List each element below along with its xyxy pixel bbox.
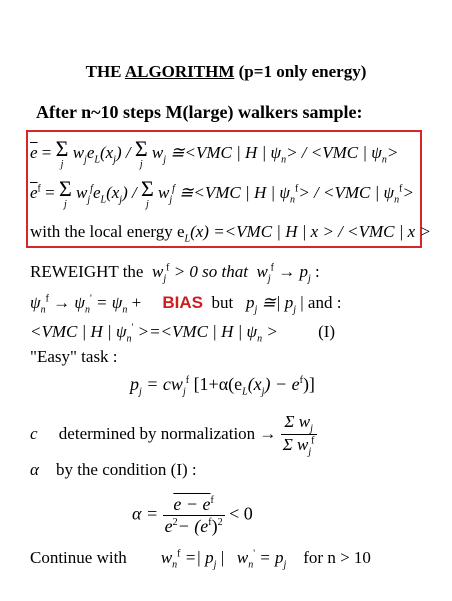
continue-cond: for n > 10: [303, 548, 371, 567]
reweight-lead: REWEIGHT the: [30, 262, 144, 281]
eq2-rhs: ≅<VMC | H | ψ: [179, 182, 290, 202]
continue-w2: w: [236, 548, 249, 567]
alpha-num: e − e: [173, 494, 211, 514]
eq1-lhs: $\overline{e}$: [30, 142, 38, 162]
condition-right: >: [266, 322, 278, 341]
eq2-lhs: $\overline{e}$: [30, 182, 38, 202]
eq2-equals: =: [45, 182, 55, 202]
continue-bar: |: [220, 548, 225, 567]
alpha-line: [30, 460, 197, 480]
bias-and: | and :: [300, 293, 342, 312]
bias-approx: ≅| p: [261, 293, 294, 312]
alpha-symbol: α: [30, 460, 39, 479]
eq1-sum-2: Σ j: [134, 136, 148, 170]
eq2-sum-2: Σ j: [140, 176, 154, 210]
alpha-den-tail: − (e: [177, 516, 209, 536]
alpha-formula: [132, 494, 253, 537]
psi-symbol: ψ: [30, 293, 41, 312]
eq1-rhs: ≅<VMC | H | ψ: [170, 142, 282, 162]
title-underlined: ALGORITHM: [124, 62, 235, 81]
pj-formula: $p_j = cw_j^f$ $[1+\alpha(e_L(x_j) - e^f)]$: [130, 374, 315, 398]
continue-w: w: [160, 548, 173, 567]
pj-close: ) − e: [264, 374, 300, 394]
bias-plus: +: [131, 293, 142, 312]
reweight-arrow: → p: [278, 262, 308, 281]
eq1-sum-1: Σ j: [55, 136, 69, 170]
eq2-sum-1: Σ j: [58, 176, 72, 210]
pj-bracket: [1+α(e: [193, 374, 243, 394]
estimator-equation-2: $\overline{e}^f$ = Σ j $w_j^fe_L(x_j)$ / Σ j $w_j^f$ ≅<VMC | H | $\psi_n^f> / <VMC$ | $\psi_n^f>$: [30, 176, 414, 210]
psi-eq: = ψ: [96, 293, 123, 312]
alpha-lt: < 0: [229, 503, 253, 524]
alpha-fraction: $\frac{e - e^f}{e^2- (e^f)^2}$: [164, 494, 223, 536]
normalization-line: [30, 412, 317, 458]
pj-tail: )]: [302, 374, 315, 394]
eq2-rhs-end: > / <VMC | ψ: [298, 182, 395, 202]
norm-c: c: [30, 423, 38, 443]
easy-task: "Easy" task :: [30, 347, 118, 366]
eq2-close: >: [402, 182, 414, 202]
reweight-condition: > 0 so that: [173, 262, 248, 281]
reweight-line: REWEIGHT the $w_j^f > 0$ so that $w_j^f \to p_j$ :: [30, 262, 320, 285]
eq1-rhs-end: > / <VMC | ψ: [286, 142, 382, 162]
eq1-close: >: [386, 142, 399, 162]
norm-den: Σ w: [282, 435, 309, 455]
psi-arrow: → ψ: [53, 293, 85, 312]
alpha-lhs: α =: [132, 503, 159, 524]
bias-but: but: [211, 293, 234, 312]
reweight-end: :: [314, 262, 320, 281]
norm-text: determined by normalization →: [58, 423, 277, 443]
continue-eq2: = p: [259, 548, 284, 567]
local-energy-text: with the local energy e: [30, 222, 185, 241]
pj-lhs: p: [130, 374, 139, 394]
local-energy-line: with the local energy $e_L(x) =<VMC$ | H | x > / <VMC | x >: [30, 222, 431, 245]
continue-line: Continue with $w_n^f$ =| $p_j$ | $w_n' = p_j$ for n > 10: [30, 548, 371, 571]
alpha-text: by the condition (I) :: [55, 460, 197, 479]
eq1-equals: =: [41, 142, 52, 162]
bias-label: BIAS: [162, 293, 204, 312]
slide-title: [0, 62, 452, 82]
local-energy-rhs: (x) =<VMC | H | x > / <VMC | x >: [190, 222, 431, 241]
norm-num: Σ w: [284, 412, 311, 431]
condition-line: <VMC | H | $\psi_n' >=<VMC$ | H | $\psi_n > (I)$: [30, 322, 336, 345]
eq1-term: $w_je_L(x_j)$ /: [72, 142, 131, 166]
pj-eq: = cw: [146, 374, 183, 394]
eq2-term: $w_j^fe_L(x_j)$ /: [76, 182, 137, 206]
bias-p: p: [246, 293, 255, 312]
title-prefix: THE: [85, 62, 122, 81]
continue-eq1: =| p: [184, 548, 214, 567]
continue-text: Continue with: [30, 548, 127, 567]
title-suffix: (p=1 only energy): [238, 62, 367, 81]
condition-label: (I): [318, 322, 336, 341]
condition-mid: >=<VMC | H | ψ: [137, 322, 258, 341]
alpha-den: e: [164, 516, 173, 536]
pj-end: (x: [247, 374, 262, 394]
norm-fraction: $\frac{\Sigma w_j}{\Sigma w_j^f}$: [282, 412, 315, 458]
condition-left: <VMC | H | ψ: [30, 322, 127, 341]
estimator-equation-1: $\overline{e}$ = Σ j $w_je_L(x_j)$ / Σ j $w_j$ ≅<VMC | H | $\psi_n> / <VMC$ | $\psi_n>$: [30, 136, 399, 170]
bias-line: $\psi_n^f \to \psi_n' = \psi_n$ + BIAS but $p_j$ ≅| $p_j$ | and :: [30, 293, 342, 316]
subtitle: After n~10 steps M(large) walkers sample:: [36, 102, 363, 122]
